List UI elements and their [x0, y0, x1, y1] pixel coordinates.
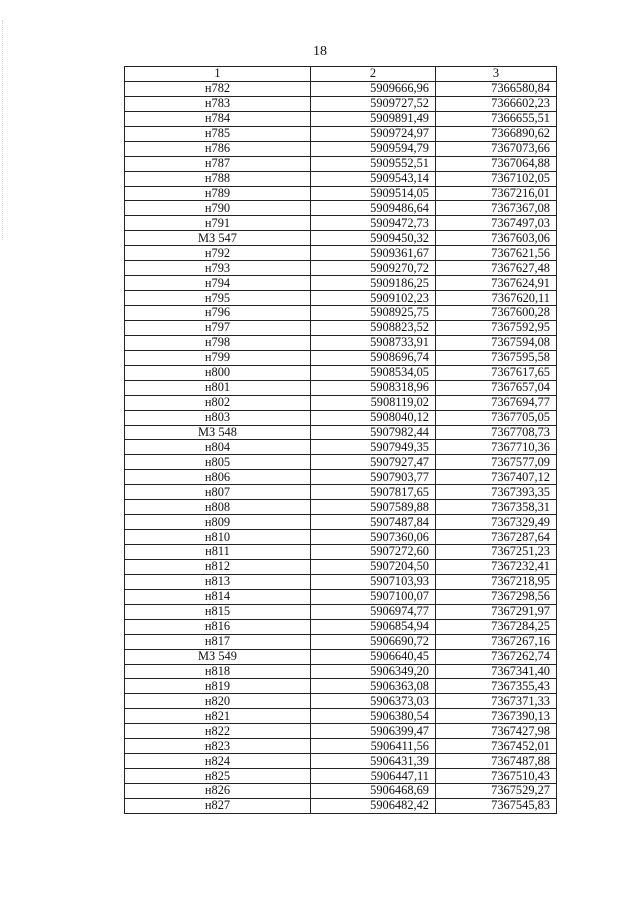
x-coordinate-cell: 5908823,52: [311, 320, 436, 335]
x-coordinate-cell: 5907487,84: [311, 515, 436, 530]
table-row: [125, 306, 557, 321]
y-coordinate-cell: 7367355,43: [436, 679, 557, 694]
y-coordinate-cell: 7367710,36: [436, 440, 557, 455]
page-number: 18: [313, 44, 327, 59]
table-row: [125, 679, 557, 694]
x-coordinate-cell: 5909361,67: [311, 246, 436, 261]
x-coordinate-cell: 5908696,74: [311, 350, 436, 365]
point-name-cell: н808: [125, 500, 311, 515]
y-coordinate-cell: 7366655,51: [436, 111, 557, 126]
y-coordinate-cell: 7366602,23: [436, 96, 557, 111]
table-row: [125, 216, 557, 231]
point-name-cell: н804: [125, 440, 311, 455]
point-name-cell: МЗ 549: [125, 649, 311, 664]
table-row: [125, 500, 557, 515]
y-coordinate-cell: 7367284,25: [436, 619, 557, 634]
table-header-row: [125, 67, 557, 82]
x-coordinate-cell: 5909727,52: [311, 96, 436, 111]
point-name-cell: н807: [125, 485, 311, 500]
x-coordinate-cell: 5909543,14: [311, 171, 436, 186]
point-name-cell: н798: [125, 335, 311, 350]
point-name-cell: н818: [125, 664, 311, 679]
y-coordinate-cell: 7366580,84: [436, 81, 557, 96]
table-row: [125, 589, 557, 604]
y-coordinate-cell: 7367371,33: [436, 694, 557, 709]
point-name-cell: н820: [125, 694, 311, 709]
table-row: [125, 201, 557, 216]
point-name-cell: н801: [125, 380, 311, 395]
table-row: [125, 709, 557, 724]
table-row: [125, 156, 557, 171]
y-coordinate-cell: 7367600,28: [436, 306, 557, 321]
point-name-cell: н784: [125, 111, 311, 126]
table-row: [125, 320, 557, 335]
x-coordinate-cell: 5908119,02: [311, 395, 436, 410]
x-coordinate-cell: 5909666,96: [311, 81, 436, 96]
table-row: [125, 291, 557, 306]
point-name-cell: н810: [125, 530, 311, 545]
y-coordinate-cell: 7367529,27: [436, 784, 557, 799]
y-coordinate-cell: 7367358,31: [436, 500, 557, 515]
x-coordinate-cell: 5906399,47: [311, 724, 436, 739]
point-name-cell: н787: [125, 156, 311, 171]
y-coordinate-cell: 7367232,41: [436, 559, 557, 574]
table-row: [125, 470, 557, 485]
point-name-cell: н823: [125, 739, 311, 754]
point-name-cell: н826: [125, 784, 311, 799]
y-coordinate-cell: 7367267,16: [436, 634, 557, 649]
x-coordinate-cell: 5909514,05: [311, 186, 436, 201]
point-name-cell: н790: [125, 201, 311, 216]
x-coordinate-cell: 5906468,69: [311, 784, 436, 799]
point-name-cell: н816: [125, 619, 311, 634]
point-name-cell: н817: [125, 634, 311, 649]
x-coordinate-cell: 5907204,50: [311, 559, 436, 574]
column-header-y: 3: [436, 67, 557, 82]
x-coordinate-cell: 5909891,49: [311, 111, 436, 126]
table-row: [125, 619, 557, 634]
x-coordinate-cell: 5906447,11: [311, 769, 436, 784]
point-name-cell: н782: [125, 81, 311, 96]
table-row: [125, 604, 557, 619]
coordinates-table: [124, 66, 557, 814]
table-row: [125, 739, 557, 754]
point-name-cell: н786: [125, 141, 311, 156]
point-name-cell: н827: [125, 798, 311, 813]
y-coordinate-cell: 7367390,13: [436, 709, 557, 724]
table-row: [125, 380, 557, 395]
x-coordinate-cell: 5907982,44: [311, 425, 436, 440]
x-coordinate-cell: 5906411,56: [311, 739, 436, 754]
y-coordinate-cell: 7367657,04: [436, 380, 557, 395]
y-coordinate-cell: 7367603,06: [436, 231, 557, 246]
y-coordinate-cell: 7367621,56: [436, 246, 557, 261]
x-coordinate-cell: 5909552,51: [311, 156, 436, 171]
x-coordinate-cell: 5906380,54: [311, 709, 436, 724]
point-name-cell: н785: [125, 126, 311, 141]
table-row: [125, 798, 557, 813]
point-name-cell: н824: [125, 754, 311, 769]
point-name-cell: н812: [125, 559, 311, 574]
point-name-cell: н797: [125, 320, 311, 335]
point-name-cell: н800: [125, 365, 311, 380]
y-coordinate-cell: 7367577,09: [436, 455, 557, 470]
table-row: [125, 126, 557, 141]
point-name-cell: н803: [125, 410, 311, 425]
table-row: [125, 261, 557, 276]
point-name-cell: н814: [125, 589, 311, 604]
x-coordinate-cell: 5906482,42: [311, 798, 436, 813]
x-coordinate-cell: 5909186,25: [311, 276, 436, 291]
x-coordinate-cell: 5907103,93: [311, 574, 436, 589]
table-row: [125, 545, 557, 560]
x-coordinate-cell: 5908040,12: [311, 410, 436, 425]
table-row: [125, 530, 557, 545]
point-name-cell: н819: [125, 679, 311, 694]
table-row: [125, 96, 557, 111]
table-row: [125, 769, 557, 784]
x-coordinate-cell: 5908925,75: [311, 306, 436, 321]
x-coordinate-cell: 5909472,73: [311, 216, 436, 231]
y-coordinate-cell: 7367510,43: [436, 769, 557, 784]
y-coordinate-cell: 7367341,40: [436, 664, 557, 679]
table-row: [125, 455, 557, 470]
table-row: [125, 350, 557, 365]
y-coordinate-cell: 7367620,11: [436, 291, 557, 306]
table-row: [125, 440, 557, 455]
point-name-cell: н802: [125, 395, 311, 410]
x-coordinate-cell: 5907927,47: [311, 455, 436, 470]
y-coordinate-cell: 7367262,74: [436, 649, 557, 664]
point-name-cell: н788: [125, 171, 311, 186]
x-coordinate-cell: 5907272,60: [311, 545, 436, 560]
y-coordinate-cell: 7367708,73: [436, 425, 557, 440]
x-coordinate-cell: 5908733,91: [311, 335, 436, 350]
x-coordinate-cell: 5906431,39: [311, 754, 436, 769]
x-coordinate-cell: 5906854,94: [311, 619, 436, 634]
x-coordinate-cell: 5907100,07: [311, 589, 436, 604]
table-row: [125, 559, 557, 574]
x-coordinate-cell: 5906349,20: [311, 664, 436, 679]
point-name-cell: н791: [125, 216, 311, 231]
y-coordinate-cell: 7367617,65: [436, 365, 557, 380]
x-coordinate-cell: 5907949,35: [311, 440, 436, 455]
x-coordinate-cell: 5907589,88: [311, 500, 436, 515]
point-name-cell: МЗ 548: [125, 425, 311, 440]
y-coordinate-cell: 7367407,12: [436, 470, 557, 485]
point-name-cell: н822: [125, 724, 311, 739]
point-name-cell: н783: [125, 96, 311, 111]
column-header-point: 1: [125, 67, 311, 82]
y-coordinate-cell: 7367545,83: [436, 798, 557, 813]
table-row: [125, 335, 557, 350]
x-coordinate-cell: 5909724,97: [311, 126, 436, 141]
y-coordinate-cell: 7367427,98: [436, 724, 557, 739]
table-row: [125, 754, 557, 769]
point-name-cell: н792: [125, 246, 311, 261]
table-row: [125, 231, 557, 246]
y-coordinate-cell: 7367595,58: [436, 350, 557, 365]
point-name-cell: н799: [125, 350, 311, 365]
column-header-x: 2: [311, 67, 436, 82]
table-row: [125, 276, 557, 291]
table-row: [125, 694, 557, 709]
x-coordinate-cell: 5908534,05: [311, 365, 436, 380]
y-coordinate-cell: 7367329,49: [436, 515, 557, 530]
table-row: [125, 724, 557, 739]
table-row: [125, 365, 557, 380]
x-coordinate-cell: 5909270,72: [311, 261, 436, 276]
table-row: [125, 634, 557, 649]
point-name-cell: н789: [125, 186, 311, 201]
x-coordinate-cell: 5906363,08: [311, 679, 436, 694]
y-coordinate-cell: 7367487,88: [436, 754, 557, 769]
table-row: [125, 664, 557, 679]
y-coordinate-cell: 7367452,01: [436, 739, 557, 754]
table-row: [125, 171, 557, 186]
y-coordinate-cell: 7367705,05: [436, 410, 557, 425]
y-coordinate-cell: 7367064,88: [436, 156, 557, 171]
y-coordinate-cell: 7366890,62: [436, 126, 557, 141]
x-coordinate-cell: 5909594,79: [311, 141, 436, 156]
table-row: [125, 81, 557, 96]
table-row: [125, 141, 557, 156]
y-coordinate-cell: 7367102,05: [436, 171, 557, 186]
y-coordinate-cell: 7367073,66: [436, 141, 557, 156]
point-name-cell: н811: [125, 545, 311, 560]
x-coordinate-cell: 5908318,96: [311, 380, 436, 395]
x-coordinate-cell: 5907903,77: [311, 470, 436, 485]
table-row: [125, 395, 557, 410]
x-coordinate-cell: 5906974,77: [311, 604, 436, 619]
point-name-cell: н796: [125, 306, 311, 321]
x-coordinate-cell: 5909102,23: [311, 291, 436, 306]
x-coordinate-cell: 5907817,65: [311, 485, 436, 500]
point-name-cell: н795: [125, 291, 311, 306]
x-coordinate-cell: 5909486,64: [311, 201, 436, 216]
point-name-cell: н813: [125, 574, 311, 589]
y-coordinate-cell: 7367298,56: [436, 589, 557, 604]
point-name-cell: н825: [125, 769, 311, 784]
table-row: [125, 649, 557, 664]
y-coordinate-cell: 7367393,35: [436, 485, 557, 500]
x-coordinate-cell: 5906373,03: [311, 694, 436, 709]
table-row: [125, 410, 557, 425]
point-name-cell: н809: [125, 515, 311, 530]
y-coordinate-cell: 7367694,77: [436, 395, 557, 410]
point-name-cell: н794: [125, 276, 311, 291]
y-coordinate-cell: 7367497,03: [436, 216, 557, 231]
point-name-cell: н806: [125, 470, 311, 485]
y-coordinate-cell: 7367216,01: [436, 186, 557, 201]
point-name-cell: н805: [125, 455, 311, 470]
y-coordinate-cell: 7367291,97: [436, 604, 557, 619]
x-coordinate-cell: 5906690,72: [311, 634, 436, 649]
table-row: [125, 246, 557, 261]
table-row: [125, 515, 557, 530]
y-coordinate-cell: 7367367,08: [436, 201, 557, 216]
y-coordinate-cell: 7367592,95: [436, 320, 557, 335]
point-name-cell: н815: [125, 604, 311, 619]
table-row: [125, 784, 557, 799]
x-coordinate-cell: 5906640,45: [311, 649, 436, 664]
y-coordinate-cell: 7367287,64: [436, 530, 557, 545]
table-row: [125, 425, 557, 440]
y-coordinate-cell: 7367218,95: [436, 574, 557, 589]
y-coordinate-cell: 7367251,23: [436, 545, 557, 560]
table-row: [125, 485, 557, 500]
y-coordinate-cell: 7367624,91: [436, 276, 557, 291]
table-row: [125, 186, 557, 201]
point-name-cell: н793: [125, 261, 311, 276]
table-row: [125, 111, 557, 126]
x-coordinate-cell: 5909450,32: [311, 231, 436, 246]
point-name-cell: н821: [125, 709, 311, 724]
y-coordinate-cell: 7367627,48: [436, 261, 557, 276]
table-row: [125, 574, 557, 589]
x-coordinate-cell: 5907360,06: [311, 530, 436, 545]
y-coordinate-cell: 7367594,08: [436, 335, 557, 350]
point-name-cell: МЗ 547: [125, 231, 311, 246]
